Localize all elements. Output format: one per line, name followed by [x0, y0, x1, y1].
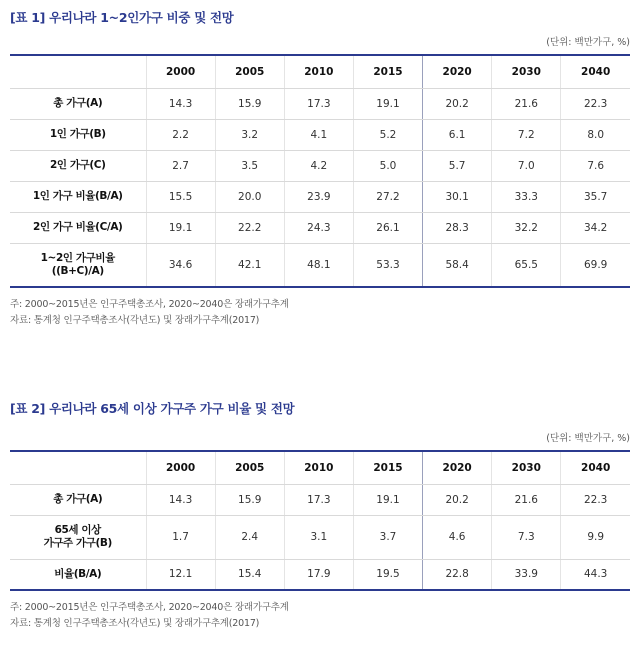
- cell: 4.2: [284, 150, 353, 181]
- cell: 35.7: [561, 181, 630, 212]
- table2-year: 2015: [353, 451, 422, 484]
- cell: 19.5: [353, 559, 422, 590]
- cell: 17.3: [284, 88, 353, 119]
- cell: 15.9: [215, 88, 284, 119]
- cell: 22.3: [561, 88, 630, 119]
- table2-header-row: [10, 451, 630, 484]
- cell: 20.0: [215, 181, 284, 212]
- table2-notes: [10, 600, 630, 632]
- row-label: [10, 515, 146, 559]
- table1-year: 2015: [353, 55, 422, 88]
- cell: 15.9: [215, 484, 284, 515]
- cell: 7.3: [492, 515, 561, 559]
- table1-year: 2005: [215, 55, 284, 88]
- cell: 22.3: [561, 484, 630, 515]
- table-row: [10, 88, 630, 119]
- cell: 28.3: [423, 212, 492, 243]
- table1-header-blank: [10, 55, 146, 88]
- table1-year: 2040: [561, 55, 630, 88]
- cell: 58.4: [423, 243, 492, 287]
- cell: 15.4: [215, 559, 284, 590]
- cell: 2.4: [215, 515, 284, 559]
- cell: 33.3: [492, 181, 561, 212]
- cell: 6.1: [423, 119, 492, 150]
- cell: 19.1: [146, 212, 215, 243]
- cell: 14.3: [146, 484, 215, 515]
- table1-title: [표 1] 우리나라 1~2인가구 비중 및 전망: [10, 10, 234, 25]
- row-label-line2: ((B+C)/A): [51, 264, 104, 277]
- cell: 20.2: [423, 484, 492, 515]
- cell: 7.0: [492, 150, 561, 181]
- table1-year: 2030: [492, 55, 561, 88]
- cell: 17.9: [284, 559, 353, 590]
- cell: 53.3: [353, 243, 422, 287]
- table-row: [10, 119, 630, 150]
- table2-unit: (단위: 백만가구, %): [546, 433, 630, 444]
- table2-year: 2005: [215, 451, 284, 484]
- table1: [10, 54, 630, 288]
- cell: 27.2: [353, 181, 422, 212]
- cell: 7.2: [492, 119, 561, 150]
- table-row: [10, 515, 630, 559]
- cell: 22.8: [423, 559, 492, 590]
- table-row: [10, 559, 630, 590]
- table1-year: 2020: [423, 55, 492, 88]
- table-row: [10, 484, 630, 515]
- table2-section: [10, 399, 630, 632]
- table1-note: 주: 2000~2015년은 인구주택총조사, 2020~2040은 장래가구추계: [10, 299, 289, 310]
- cell: 30.1: [423, 181, 492, 212]
- cell: 21.6: [492, 484, 561, 515]
- table2-year: 2040: [561, 451, 630, 484]
- table1-year: 2000: [146, 55, 215, 88]
- table1-unit: (단위: 백만가구, %): [546, 37, 630, 48]
- cell: 5.0: [353, 150, 422, 181]
- cell: 3.7: [353, 515, 422, 559]
- row-label: 2인 가구 비율(C/A): [10, 212, 146, 243]
- cell: 1.7: [146, 515, 215, 559]
- table-row: [10, 243, 630, 287]
- row-label-line1: 65세 이상: [54, 523, 101, 536]
- table2-year: 2030: [492, 451, 561, 484]
- cell: 42.1: [215, 243, 284, 287]
- row-label-line2: 가구주 가구(B): [43, 537, 112, 549]
- row-label: 1인 가구 비율(B/A): [10, 181, 146, 212]
- cell: 12.1: [146, 559, 215, 590]
- cell: 69.9: [561, 243, 630, 287]
- cell: 9.9: [561, 515, 630, 559]
- table2-header-blank: [10, 451, 146, 484]
- cell: 34.6: [146, 243, 215, 287]
- cell: 17.3: [284, 484, 353, 515]
- table2: [10, 450, 630, 591]
- cell: 34.2: [561, 212, 630, 243]
- cell: 15.5: [146, 181, 215, 212]
- table-row: [10, 212, 630, 243]
- cell: 32.2: [492, 212, 561, 243]
- table2-title: [표 2] 우리나라 65세 이상 가구주 가구 비율 및 전망: [10, 401, 295, 416]
- cell: 5.2: [353, 119, 422, 150]
- cell: 19.1: [353, 484, 422, 515]
- cell: 3.1: [284, 515, 353, 559]
- table2-source: 자료: 통계청 인구주택총조사(각년도) 및 장래가구추계(2017): [10, 618, 260, 629]
- cell: 24.3: [284, 212, 353, 243]
- cell: 4.1: [284, 119, 353, 150]
- cell: 3.5: [215, 150, 284, 181]
- table1-source: 자료: 통계청 인구주택총조사(각년도) 및 장래가구추계(2017): [10, 315, 260, 326]
- table1-notes: [10, 297, 630, 329]
- row-label: 2인 가구(C): [10, 150, 146, 181]
- cell: 19.1: [353, 88, 422, 119]
- cell: 5.7: [423, 150, 492, 181]
- cell: 33.9: [492, 559, 561, 590]
- table1-section: [10, 8, 630, 329]
- cell: 22.2: [215, 212, 284, 243]
- row-label: 1인 가구(B): [10, 119, 146, 150]
- table1-year: 2010: [284, 55, 353, 88]
- cell: 65.5: [492, 243, 561, 287]
- table-row: [10, 181, 630, 212]
- cell: 4.6: [423, 515, 492, 559]
- cell: 2.7: [146, 150, 215, 181]
- table2-note: 주: 2000~2015년은 인구주택총조사, 2020~2040은 장래가구추계: [10, 602, 289, 613]
- cell: 8.0: [561, 119, 630, 150]
- cell: 7.6: [561, 150, 630, 181]
- row-label: 총 가구(A): [10, 88, 146, 119]
- cell: 3.2: [215, 119, 284, 150]
- table2-year: 2020: [423, 451, 492, 484]
- row-label: 비율(B/A): [10, 559, 146, 590]
- table2-year: 2010: [284, 451, 353, 484]
- cell: 20.2: [423, 88, 492, 119]
- cell: 48.1: [284, 243, 353, 287]
- cell: 2.2: [146, 119, 215, 150]
- table-row: [10, 150, 630, 181]
- cell: 21.6: [492, 88, 561, 119]
- table2-year: 2000: [146, 451, 215, 484]
- row-label-line1: 1~2인 가구비율: [40, 251, 115, 264]
- cell: 14.3: [146, 88, 215, 119]
- table1-header-row: [10, 55, 630, 88]
- cell: 26.1: [353, 212, 422, 243]
- row-label: 총 가구(A): [10, 484, 146, 515]
- row-label: [10, 243, 146, 287]
- cell: 23.9: [284, 181, 353, 212]
- cell: 44.3: [561, 559, 630, 590]
